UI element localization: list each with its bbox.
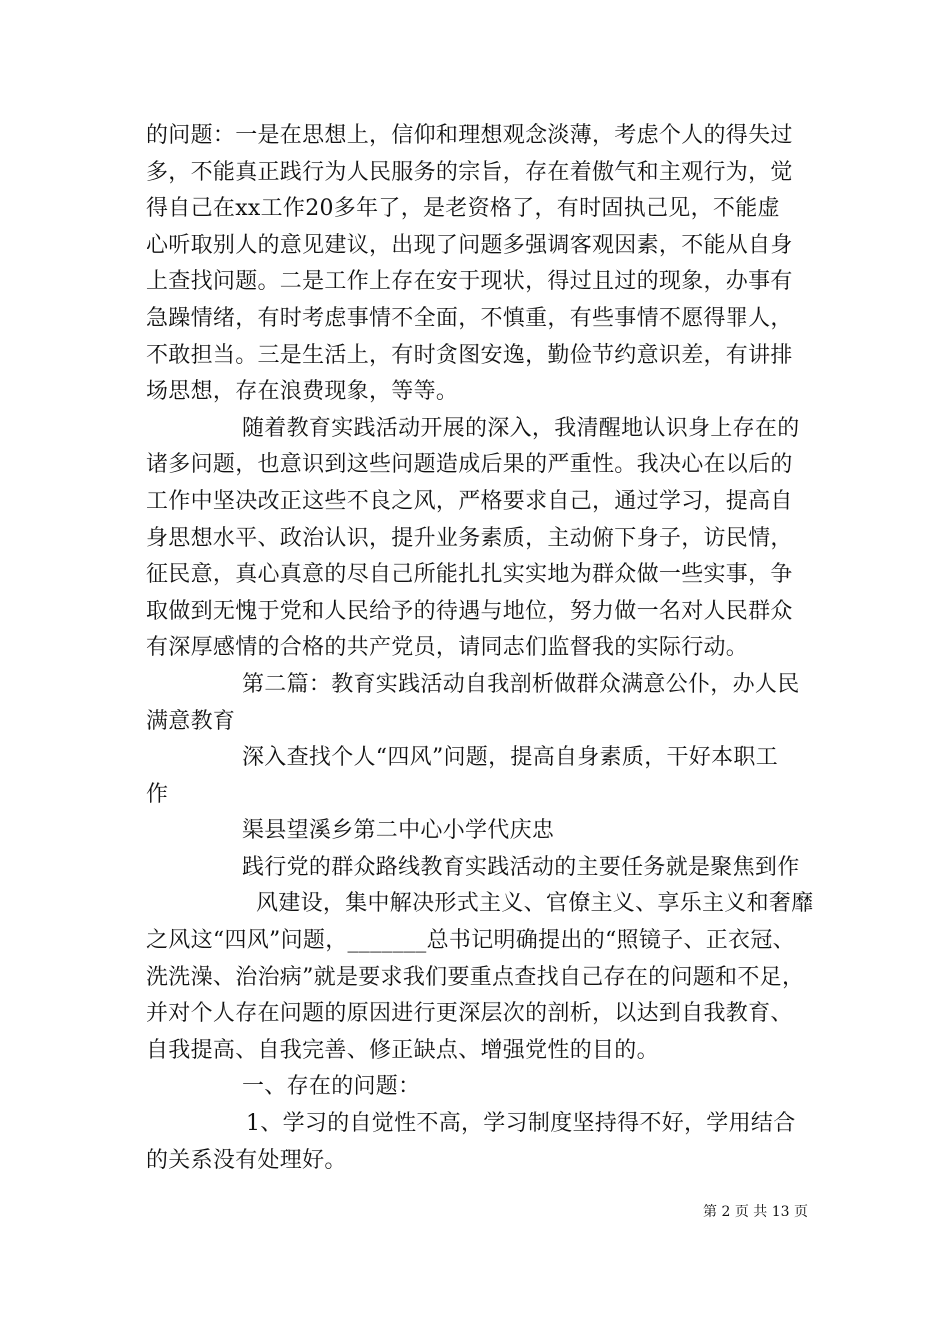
section-title-line: 满意教育 (146, 708, 236, 734)
paragraph-start-line: 随着教育实践活动开展的深入，我清醒地认识身上存在的 (242, 415, 800, 441)
text-line: 不敢担当。三是生活上，有时贪图安逸，勤俭节约意识差，有讲排 (146, 342, 793, 368)
text-line: 场思想，存在浪费现象，等等。 (146, 379, 459, 405)
paragraph-start-line: 践行党的群众路线教育实践活动的主要任务就是聚焦到作 (242, 854, 800, 880)
text-line: 洗洗澡、治治病”就是要求我们要重点查找自己存在的问题和不足， (146, 964, 805, 990)
text-line: 心听取别人的意见建议，出现了问题多强调客观因素，不能从自身 (146, 232, 793, 258)
body-text (146, 118, 826, 1179)
text-line: 得自己在xx工作20多年了，是老资格了，有时固执己见，不能虚 (146, 196, 780, 222)
paragraph-start-line: 1、学习的自觉性不高，学习制度坚持得不好，学用结合 (246, 1111, 796, 1137)
page-number-footer: 第 2 页 共 13 页 (703, 1204, 808, 1220)
text-line: 诸多问题，也意识到这些问题造成后果的严重性。我决心在以后的 (146, 452, 793, 478)
author-line: 渠县望溪乡第二中心小学代庆忠 (242, 818, 555, 844)
text-line: 风建设，集中解决形式主义、官僚主义、享乐主义和奢靡 (256, 891, 814, 917)
heading-line: 一、存在的问题： (242, 1074, 421, 1100)
section-title-line: 第二篇：教育实践活动自我剖析做群众满意公仆，办人民 (242, 671, 800, 697)
text-line: 之风这“四风”问题，_______总书记明确提出的“照镜子、正衣冠、 (146, 928, 795, 954)
text-line: 的关系没有处理好。 (146, 1147, 347, 1173)
subtitle-line: 深入查找个人“四风”问题，提高自身素质，干好本职工 (242, 745, 778, 771)
text-line: 急躁情绪，有时考虑事情不全面，不慎重，有些事情不愿得罪人， (146, 305, 793, 331)
text-line: 身思想水平、政治认识，提升业务素质，主动俯下身子，访民情， (146, 525, 793, 551)
text-line: 工作中坚决改正这些不良之风，严格要求自己，通过学习，提高自 (146, 488, 793, 514)
text-line: 自我提高、自我完善、修正缺点、增强党性的目的。 (146, 1037, 659, 1063)
subtitle-line: 作 (146, 781, 169, 807)
text-line: 的问题：一是在思想上，信仰和理想观念淡薄，考虑个人的得失过 (146, 123, 793, 148)
text-line: 多，不能真正践行为人民服务的宗旨，存在着傲气和主观行为，觉 (146, 159, 793, 185)
text-line: 取做到无愧于党和人民给予的待遇与地位，努力做一名对人民群众 (146, 598, 793, 624)
text-line: 并对个人存在问题的原因进行更深层次的剖析，以达到自我教育、 (146, 1001, 793, 1027)
text-line: 有深厚感情的合格的共产党员，请同志们监督我的实际行动。 (146, 635, 749, 661)
text-line: 上查找问题。二是工作上存在安于现状，得过且过的现象，办事有 (146, 269, 793, 295)
text-line: 征民意，真心真意的尽自己所能扎扎实实地为群众做一些实事，争 (146, 562, 793, 588)
